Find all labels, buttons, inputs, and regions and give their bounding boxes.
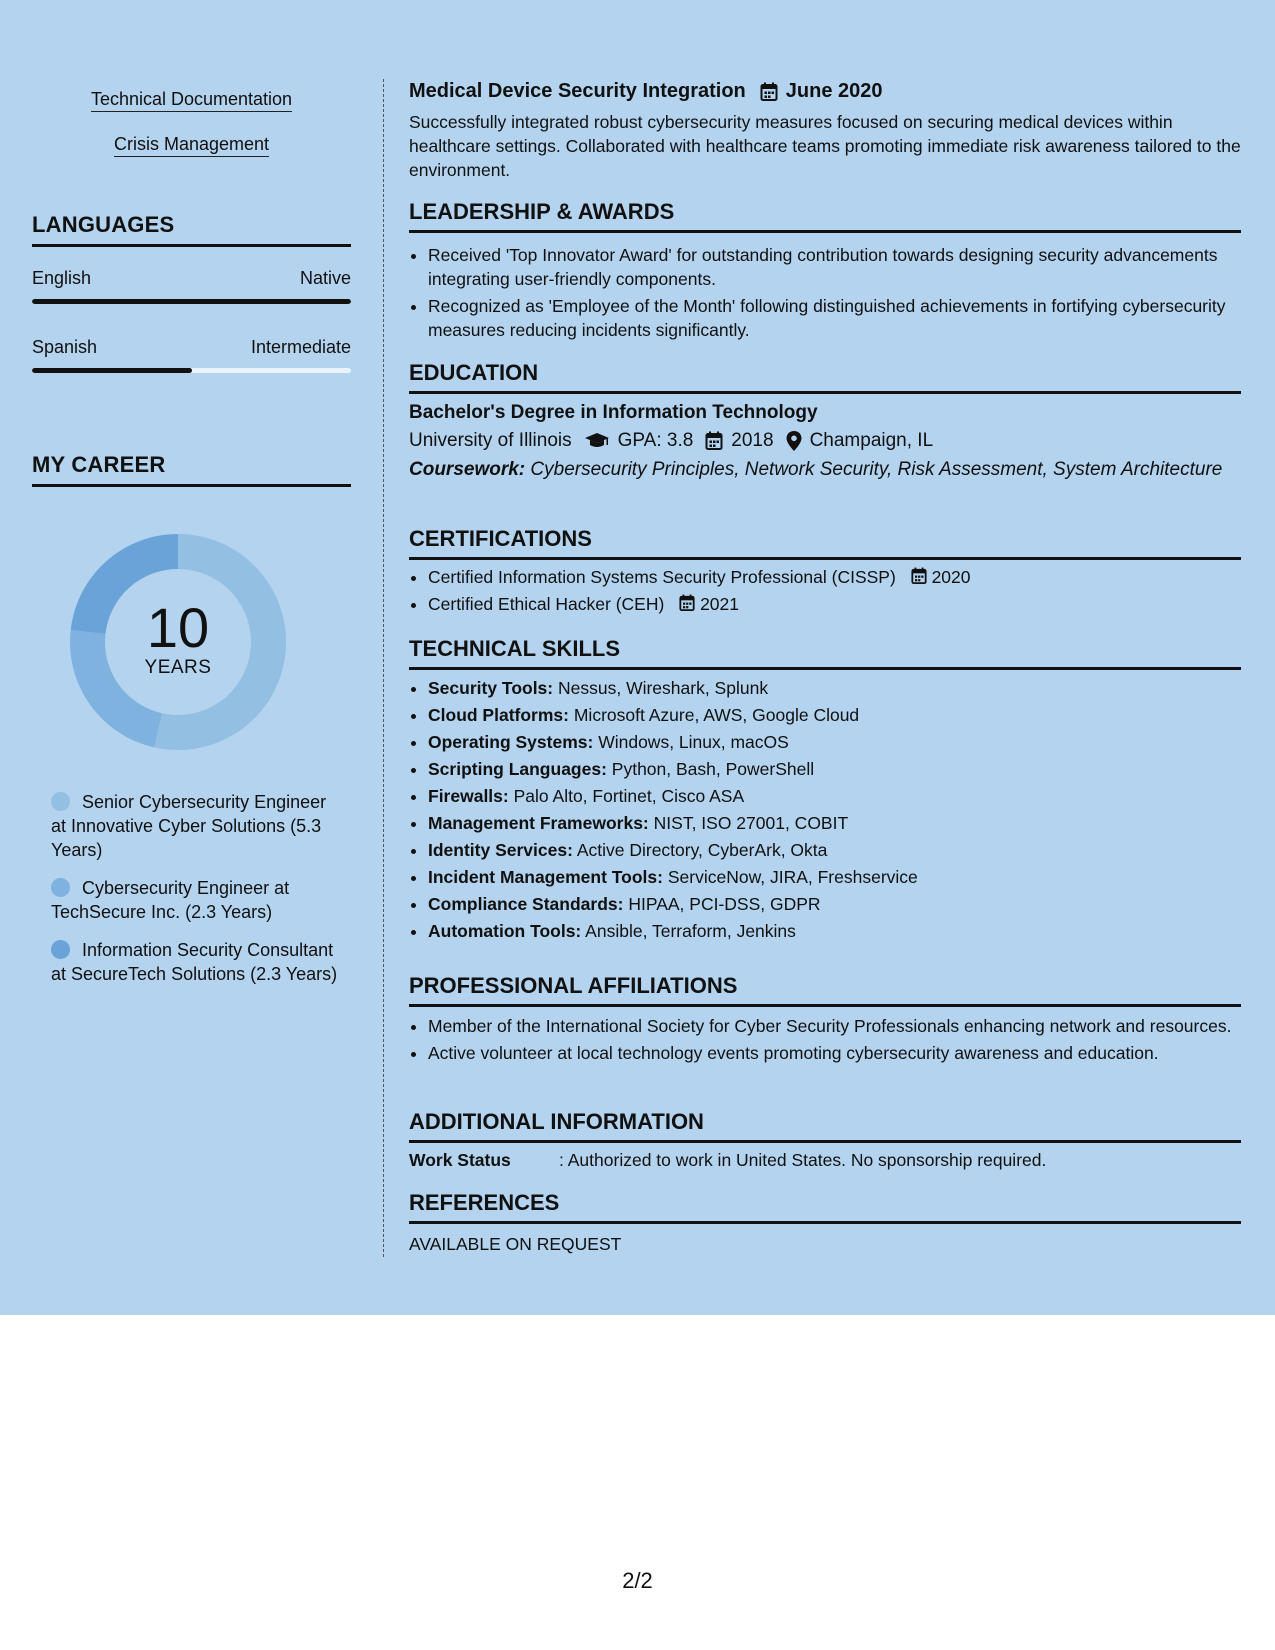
skill-label: Compliance Standards: [428, 894, 624, 914]
skill-row [428, 757, 1241, 781]
skill-row [428, 838, 1241, 862]
language-proficiency-fill [32, 368, 192, 373]
column-divider [383, 79, 384, 1257]
skill-value: Active Directory, CyberArk, Okta [576, 840, 828, 860]
legend-dot [51, 878, 70, 897]
skill-label: Security Tools: [428, 678, 554, 698]
languages-heading: LANGUAGES [32, 212, 351, 247]
affiliations-list [409, 1014, 1241, 1068]
career-donut-chart [66, 530, 290, 754]
language-row [32, 268, 351, 289]
references-heading: REFERENCES [409, 1190, 1241, 1224]
language-row [32, 337, 351, 358]
skill-value: Python, Bash, PowerShell [611, 759, 815, 779]
skill-value: NIST, ISO 27001, COBIT [653, 813, 849, 833]
coursework [409, 458, 1241, 482]
legend-dot [51, 940, 70, 959]
certification-item: • Certified Information Systems Security Professional (CISSP) 2020 [428, 565, 1241, 589]
leadership-list [409, 243, 1241, 345]
gpa: GPA: 3.8 [617, 430, 694, 451]
project-title: Medical Device Security Integration [409, 80, 746, 102]
legend-dot [51, 792, 70, 811]
donut-center [66, 530, 290, 754]
skill-value: Ansible, Terraform, Jenkins [585, 921, 796, 941]
skill-row [428, 703, 1241, 727]
skill-row [428, 865, 1241, 889]
calendar-icon [760, 82, 778, 102]
list-item: • Received 'Top Innovator Award' for outstanding contribution towards designing security advancements integrating user-friendly components. [428, 243, 1241, 291]
technical-skills-heading: TECHNICAL SKILLS [409, 636, 1241, 670]
list-item: • Active volunteer at local technology events promoting cybersecurity awareness and education. [428, 1041, 1241, 1065]
technical-skills-list [409, 676, 1241, 946]
graduation-cap-icon [584, 432, 610, 450]
language-name: Spanish [32, 337, 98, 357]
work-status-value: : Authorized to work in United States. No sponsorship required. [559, 1150, 1047, 1170]
career-legend-item: Senior Cybersecurity Engineer at Innovative Cyber Solutions (5.3 Years) [51, 792, 327, 860]
skill-label: Management Frameworks: [428, 813, 649, 833]
certifications-list [409, 565, 1241, 619]
skill-label: Firewalls: [428, 786, 509, 806]
list-item: • Recognized as 'Employee of the Month' following distinguished achievements in fortifying cybersecurity measures reducing incidents significantly. [428, 294, 1241, 342]
education-heading: EDUCATION [409, 360, 1241, 394]
skill-row [428, 730, 1241, 754]
career-legend-item: Information Security Consultant at SecureTech Solutions (2.3 Years) [51, 940, 338, 984]
calendar-icon [705, 431, 723, 451]
skill-value: Nessus, Wireshark, Splunk [558, 678, 769, 698]
leadership-heading: LEADERSHIP & AWARDS [409, 199, 1241, 233]
work-status-row [409, 1150, 1241, 1171]
references-text: AVAILABLE ON REQUEST [409, 1234, 622, 1254]
certification-item: • Certified Ethical Hacker (CEH) 2021 [428, 592, 1241, 616]
career-total: 10 [146, 596, 210, 659]
project-description: Successfully integrated robust cybersecurity measures focused on securing medical devices within healthcare settings. Collaborated with healthcare teams promoting immediate risk awareness tailored to the environment. [409, 112, 1241, 180]
additional-info-heading: ADDITIONAL INFORMATION [409, 1109, 1241, 1143]
list-item: • Member of the International Society for Cyber Security Professionals enhancing network and resources. [428, 1014, 1241, 1038]
coursework-list: Cybersecurity Principles, Network Security, Risk Assessment, System Architecture [530, 459, 1223, 480]
career-unit: YEARS [144, 657, 212, 678]
affiliations-heading: PROFESSIONAL AFFILIATIONS [409, 973, 1241, 1007]
coursework-label: Coursework: [409, 459, 526, 480]
skill-item: Technical Documentation [32, 88, 351, 110]
degree: Bachelor's Degree in Information Technology [409, 402, 818, 423]
location: Champaign, IL [809, 430, 934, 451]
language-level: Native [299, 268, 351, 288]
calendar-icon [679, 594, 695, 612]
skill-row [428, 919, 1241, 943]
location-pin-icon [786, 431, 802, 451]
skill-row [428, 811, 1241, 835]
skill-label: Incident Management Tools: [428, 867, 663, 887]
calendar-icon [911, 567, 927, 585]
language-level: Intermediate [250, 337, 351, 357]
language-proficiency-bar [32, 299, 351, 304]
skill-label: Operating Systems: [428, 732, 594, 752]
skill-label: Identity Services: [428, 840, 573, 860]
skill-label: Scripting Languages: [428, 759, 607, 779]
career-legend-item: Cybersecurity Engineer at TechSecure Inc. (2.3 Years) [51, 878, 290, 922]
skill-row [428, 784, 1241, 808]
skill-row [428, 892, 1241, 916]
skill-item: Crisis Management [32, 133, 351, 155]
skill-value: HIPAA, PCI-DSS, GDPR [628, 894, 821, 914]
project-date: June 2020 [760, 80, 883, 103]
language-proficiency-fill [32, 299, 351, 304]
education-block [409, 402, 1241, 482]
skill-label: Automation Tools: [428, 921, 582, 941]
certifications-heading: CERTIFICATIONS [409, 526, 1241, 560]
page-number: 2/2 [622, 1568, 653, 1593]
language-proficiency-bar [32, 368, 351, 373]
skill-value: Microsoft Azure, AWS, Google Cloud [573, 705, 860, 725]
skill-value: Palo Alto, Fortinet, Cisco ASA [513, 786, 745, 806]
skill-value: Windows, Linux, macOS [598, 732, 789, 752]
school: University of Illinois [409, 430, 572, 451]
work-status-label: Work Status [409, 1150, 511, 1170]
skill-label: Cloud Platforms: [428, 705, 569, 725]
project-title-row [409, 80, 883, 103]
education-meta [409, 430, 1241, 452]
skill-value: ServiceNow, JIRA, Freshservice [667, 867, 918, 887]
skill-row [428, 676, 1241, 700]
graduation-year: 2018 [731, 430, 774, 451]
career-legend [51, 790, 341, 1000]
career-heading: MY CAREER [32, 452, 351, 487]
language-name: English [32, 268, 92, 288]
